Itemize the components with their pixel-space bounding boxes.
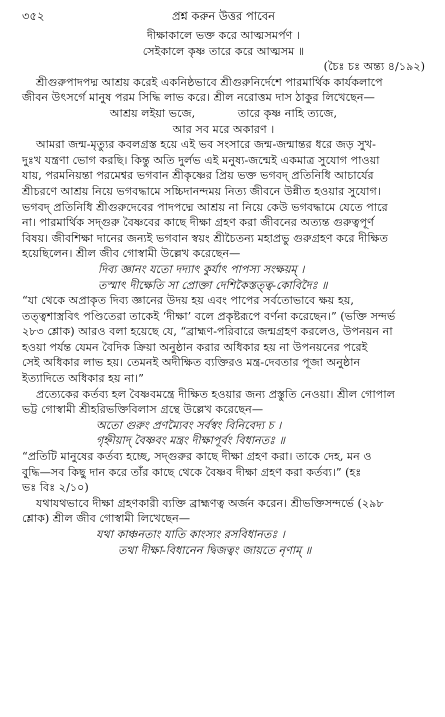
page-header bbox=[22, 6, 425, 24]
para3-line: সেই অধিকার লাভ হয়। তেমনই অদীক্ষিত ব্যক্তিরও মন্ত্র-দেবতার পূজা অনুষ্ঠান bbox=[22, 356, 361, 370]
paragraph-4 bbox=[22, 387, 425, 418]
para3-line: “যা থেকে অপ্রাকৃত দিব্য জ্ঞানের উদয় হয় এবং পাপের সর্বতোভাবে ক্ষয় হয়, bbox=[22, 294, 354, 308]
para2-line: হয়েছিলেন। শ্রীল জীব গোস্বামী উল্লেখ করেছেন— bbox=[22, 247, 241, 261]
para3-line: হওয়া পর্যন্ত যেমন বৈদিক ক্রিয়া অনুষ্ঠান করার অধিকার হয় না উপনয়নের পরেই bbox=[22, 340, 368, 354]
para2-line: যায়, পরমনিয়ন্তা পরমেশ্বর ভগবান শ্রীকৃষ্ণের প্রিয় ভক্ত ভগবদ্ প্রতিনিধি আচার্যের bbox=[22, 169, 374, 183]
sloka1-line1: দিব্য জ্ঞানং যতো দদ্যাৎ কুর্যাৎ পাপস্য সংক্ষয়ম্ । bbox=[98, 262, 305, 276]
verse2-line2: আর সব মরে অকারণ । bbox=[172, 122, 275, 136]
para6-line: যথাযথভাবে দীক্ষা গ্রহণকারী ব্যক্তি ব্রাহ্মণত্ব অর্জন করেন। শ্রীভক্তিসন্দর্ভে (২৯৮ bbox=[36, 496, 384, 510]
para3-line: ইত্যাদিতে অধিকার হয় না।” bbox=[22, 372, 144, 386]
sloka3-line1: যথা কাঞ্চনতাং যাতি কাংস্যং রসবিধানতঃ । bbox=[96, 528, 285, 541]
sloka2-line1: অতো গুরুং প্রণম্যৈবং সর্বস্বং বিনিবেদ্য চ । bbox=[96, 418, 282, 432]
verse1-reference: (চৈঃ চঃ অন্ত্য ৪/১৯২) bbox=[323, 60, 425, 74]
para5-line: বুদ্ধি—সব কিছু দান করে তাঁর কাছে থেকে বৈষ্ণব দীক্ষা গ্রহণ করা কর্তব্য।” (হঃ bbox=[22, 465, 362, 479]
verse1-line1: দীক্ষাকালে ভক্ত করে আত্মসমর্পণ । bbox=[147, 29, 300, 42]
para3-line: তত্ত্বশাস্ত্রবিৎ পণ্ডিতেরা তাকেই ‘দীক্ষা’ বলে প্রকৃষ্টরূপে বর্ণনা করেছেন।” (ভক্তি সন্দর্ভ bbox=[22, 309, 396, 323]
para2-line: দুঃখ যন্ত্রণা ভোগ করছি। কিন্তু অতি দুর্লভ এই মনুষ্য-জন্মেই একমাত্র সুযোগ পাওয়া bbox=[22, 153, 380, 167]
para6-line: শ্লোক) শ্রীল জীব গোস্বামী লিখেছেন— bbox=[22, 512, 191, 526]
sloka2-line2: গৃহ্নীয়াদ্ বৈষ্ণবং মন্ত্রং দীক্ষাপূর্বং বিধানতঃ ॥ bbox=[96, 434, 285, 448]
para5-line: ভঃ বিঃ ২/১০) bbox=[22, 481, 89, 495]
verse2-line1: আশ্রয় লইয়া ভজে, তারে কৃষ্ণ নাহি ত্যজে, bbox=[109, 106, 338, 120]
sloka3-line2: তথা দীক্ষা-বিধানেন দ্বিজত্বং জায়তে নৃণাম্ ॥ bbox=[118, 543, 312, 557]
para4-line: প্রত্যেকের কর্তব্য হল বৈষ্ণবমন্ত্রে দীক্ষিত হওয়ার জন্য প্রস্তুতি নেওয়া। শ্রীল গোপাল bbox=[36, 387, 395, 401]
para3-line: ২৮৩ শ্লোক) আরও বলা হয়েছে যে, “ব্রাহ্মণ-পরিবারে জন্মগ্রহণ করলেও, উপনয়ন না bbox=[22, 325, 393, 339]
para2-line: বিষয়। জীবশিক্ষা দানের জন্যই ভগবান স্বয়ং শ্রীচৈতন্য মহাপ্রভু গুরুগ্রহণ করে দীক্ষিত bbox=[22, 231, 388, 245]
paragraph-6 bbox=[22, 496, 425, 527]
sloka1-line2: তস্মাৎ দীক্ষেতি সা প্রোক্তা দেশিকৈস্তত্ত্ব-কোবিদৈঃ ॥ bbox=[98, 278, 328, 292]
para1-line: শ্রীগুরুপাদপদ্ম আশ্রয় করেই একনিষ্ঠভাবে শ্রীগুরুনির্দেশে পারমার্থিক কার্যকলাপে bbox=[36, 75, 383, 89]
para5-line: “প্রতিটি মানুষের কর্তব্য হচ্ছে, সদ্‌গুরুর কাছে দীক্ষা গ্রহণ করা। তাকে দেহ, মন ও bbox=[22, 450, 372, 464]
para2-line: না। পারমার্থিক সদ্‌গুরু বৈষ্ণবের কাছে দীক্ষা গ্রহণ করা জীবনের অত্যন্ত গুরুত্বপূর্ণ bbox=[22, 216, 374, 230]
para2-line: ভগবদ্ প্রতিনিধি শ্রীগুরুদেবের পাদপদ্মে আশ্রয় না নিয়ে কেউ ভগবদ্ধামে যেতে পারে bbox=[22, 200, 388, 214]
para2-line: শ্রীচরণে আশ্রয় নিয়ে ভগবদ্ধামে সচ্চিদানন্দময় নিত্য জীবনে উন্নীত হওয়ার সুযোগ। bbox=[22, 184, 381, 198]
para2-line: আমরা জন্ম-মৃত্যুর কবলগ্রস্ত হয়ে এই ভব সংসারে জন্ম-জন্মান্তর ধরে জড় সুখ- bbox=[36, 138, 376, 152]
paragraph-1 bbox=[22, 75, 425, 106]
para1-line: জীবন উৎসর্গে মানুষ পরম সিদ্ধি লাভ করে। শ্রীল নরোত্তম দাস ঠাকুর লিখেছেন— bbox=[22, 91, 375, 105]
paragraph-5 bbox=[22, 449, 425, 496]
para4-line: ভট্ট গোস্বামী শ্রীহরিভক্তিবিলাস গ্রন্থে উল্লেখ করেছেন— bbox=[22, 403, 264, 417]
paragraph-2 bbox=[22, 137, 425, 262]
running-title: প্রশ্ন করুন উত্তর পাবেন bbox=[171, 9, 276, 23]
verse1-line2: সেইকালে কৃষ্ণ তারে করে আত্মসম ॥ bbox=[142, 44, 305, 58]
page-number: ৩৫২ bbox=[22, 9, 45, 23]
paragraph-3 bbox=[22, 293, 425, 387]
